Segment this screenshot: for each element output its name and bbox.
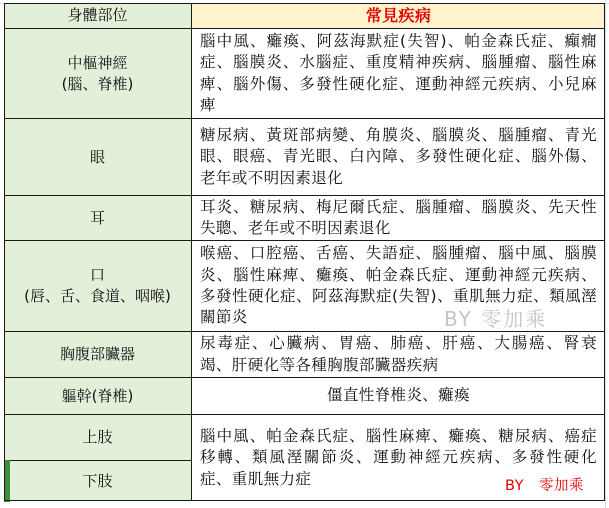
table-row	[4, 29, 605, 119]
watermark-text: BY 零加乘	[444, 307, 548, 331]
header-row	[4, 3, 605, 29]
body-part-name: 眼	[89, 147, 105, 166]
body-part-lower-limb: 下肢	[82, 472, 113, 490]
body-part-name: 軀幹(脊椎)	[61, 386, 134, 405]
body-part-cell	[4, 29, 192, 118]
body-part-name: 胸腹部臟器	[59, 345, 135, 363]
table-row	[4, 332, 605, 378]
body-part-cell	[4, 119, 192, 195]
diseases-text: 僵直性脊椎炎、癱瘓	[326, 386, 471, 405]
table-row	[4, 196, 605, 241]
body-part-name: 口	[89, 266, 105, 284]
body-part-detail: (唇、舌、食道、咽喉)	[24, 287, 171, 305]
body-part-upper-limb: 上肢	[82, 428, 113, 446]
header-common-diseases-label: 常見疾病	[365, 5, 432, 25]
header-body-part-label: 身體部位	[67, 6, 128, 24]
body-part-cell	[4, 241, 192, 331]
diseases-cell	[192, 332, 605, 377]
table-row	[4, 241, 605, 332]
diseases-text: 腦中風、癱瘓、阿茲海默症(失智)、帕金森氏症、癲癇症、腦膜炎、水腦症、重度精神疾病、腦腫瘤、腦性麻痺、腦外傷、多發性硬化症、運動神經元疾病、小兒麻痺	[200, 31, 597, 114]
body-part-detail: (腦、脊椎)	[61, 74, 134, 93]
diseases-text: 糖尿病、黃斑部病變、角膜炎、腦膜炎、腦腫瘤、青光眼、眼癌、青光眼、白內障、多發性硬化症、腦外傷、老年或不明因素退化	[200, 126, 597, 187]
body-part-cell-limbs	[4, 415, 192, 501]
diseases-cell	[192, 196, 605, 240]
diseases-cell	[192, 119, 605, 195]
body-part-cell	[4, 196, 192, 240]
diseases-cell	[192, 29, 605, 118]
selected-cell-edge	[4, 460, 10, 502]
sheet-grid-right	[605, 0, 609, 508]
limbs-divider	[4, 460, 192, 461]
diseases-cell	[192, 241, 605, 331]
body-part-name: 耳	[89, 208, 105, 227]
header-common-diseases	[192, 3, 605, 28]
diseases-cell	[192, 378, 605, 414]
diseases-text: 喉癌、口腔癌、舌癌、失語症、腦腫瘤、腦中風、腦膜炎、腦性麻痺、癱瘓、帕金森氏症、運動神經元疾病、多發性硬化症、阿茲海默症(失智)、重肌無力症、類風溼關節炎	[200, 244, 597, 327]
header-body-part	[4, 3, 192, 28]
body-part-cell	[4, 378, 192, 414]
diseases-text: 尿毒症、心臟病、胃癌、肺癌、肝癌、大腸癌、腎衰竭、肝硬化等各種胸腹部臟器疾病	[200, 334, 597, 374]
body-part-cell	[4, 332, 192, 377]
table-row	[4, 378, 605, 415]
table-row	[4, 119, 605, 196]
body-part-name: 中樞神經	[67, 53, 128, 72]
signature-text: BY 零加乘	[505, 478, 585, 494]
diseases-text: 腦中風、帕金森氏症、腦性麻痺、癱瘓、糖尿病、癌症移轉、類風溼關節炎、運動神經元疾病、多發性硬化症、重肌無力症	[200, 427, 597, 488]
diseases-text: 耳炎、糖尿病、梅尼爾氏症、腦腫瘤、腦膜炎、先天性失聰、老年或不明因素退化	[200, 197, 597, 237]
